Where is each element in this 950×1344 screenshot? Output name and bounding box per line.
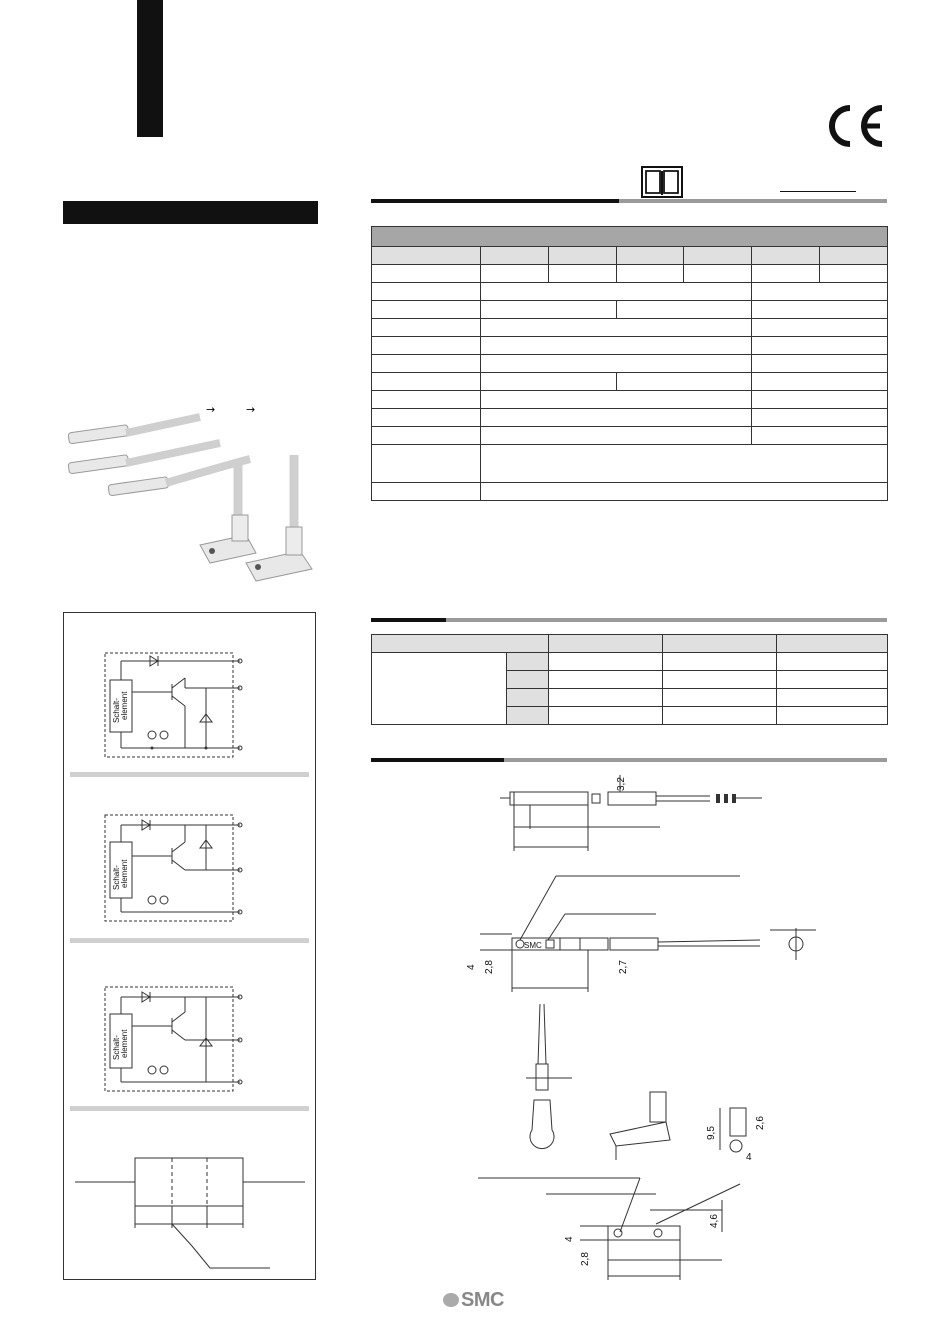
svg-text:element: element: [120, 859, 129, 888]
dim-2-7-label: 2,7: [618, 960, 629, 974]
section-title-bar: [63, 201, 318, 224]
dim-3-2-label: 3,2: [616, 777, 627, 791]
svg-text:element: element: [120, 1029, 129, 1058]
dim-9-5-label: 9,5: [706, 1126, 717, 1140]
dim-4-label: 4: [466, 964, 477, 970]
svg-text:Schalt-: Schalt-: [112, 865, 121, 890]
ce-mark-icon: [822, 102, 886, 155]
circuit-diagram-2: [100, 812, 250, 922]
operating-range-diagram: [70, 1150, 310, 1275]
page-tab-marker: [137, 0, 163, 137]
dimension-drawing-middle: [460, 868, 830, 998]
smc-logo-icon: [443, 1293, 459, 1307]
specification-table: [371, 226, 888, 501]
dim-4-small-label: 4: [746, 1152, 752, 1163]
dim-4-6-label: 4,6: [709, 1214, 720, 1228]
section-rule-grey-3: [504, 758, 887, 762]
circuit-diagram-3: [100, 984, 250, 1094]
product-photo: [60, 395, 330, 595]
dimension-drawing-bottom: [470, 1170, 760, 1285]
svg-text:Schalt-: Schalt-: [112, 698, 121, 723]
section-rule-dark-3: [371, 758, 504, 762]
dimension-drawing-top: [470, 765, 770, 865]
svg-text:Schalt-: Schalt-: [112, 1035, 121, 1060]
circuit-diagram-1: [100, 650, 250, 760]
svg-text:element: element: [120, 691, 129, 720]
dim-2-6-label: 2,6: [755, 1116, 766, 1130]
circuit-divider-2: [70, 938, 309, 943]
dimension-drawing-angled: [520, 1000, 780, 1170]
section-rule-grey-2: [446, 618, 887, 622]
dim-4-b-label: 4: [564, 1236, 575, 1242]
dim-2-8-b-label: 2,8: [580, 1252, 591, 1266]
svg-text:→: →: [206, 403, 216, 416]
reference-underline: [780, 191, 856, 192]
section-rule-grey: [619, 199, 887, 203]
smc-logo: SMC: [443, 1289, 504, 1312]
svg-text:→: →: [246, 403, 256, 416]
circuit-divider-1: [70, 772, 309, 777]
smc-marking: SMC: [524, 941, 542, 950]
circuit-divider-3: [70, 1106, 309, 1111]
dim-2-8-label: 2,8: [484, 960, 495, 974]
section-rule-dark: [371, 199, 619, 203]
section-rule-dark-2: [371, 618, 446, 622]
load-table: [371, 634, 888, 725]
